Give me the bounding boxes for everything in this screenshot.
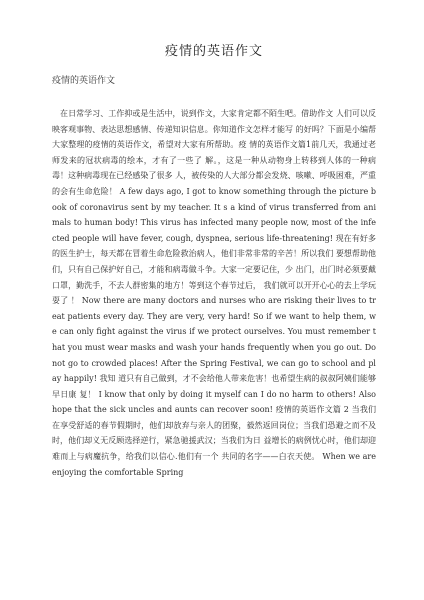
- document-subtitle: 疫情的英语作文: [52, 76, 116, 86]
- document-body-paragraph: [52, 106, 376, 480]
- document-body-text: 在日常学习、工作抑或是生活中，说到作文，大家肯定都不陌生吧。借助作文 人们可以反映客观事物、表达思想感情、传递知识信息。你知道作文怎样才能写 的好吗？下面是小编帮大家整理的疫情的英语作文，希望对大家有所帮助。疫 情的英语作文篇1前几天，我通过老师发来的冠状病毒的绘本，才有了一些了 解。，这是一种从动物身上转移到人体的一种病毒！这种病毒现在已经感染了很多 人，被传染的人大部分都会发烧、咳嗽、呼吸困难，严重的会有生命危险！ A few days ago, I got to know something through the picture book of coronavirus sent by my teacher. It s a kind of virus transferred from animals to human body! This virus has infected many people now, most of the infected people will have fever, cough, dyspnea, serious life-threatening! 现在有好多 的医生护士，每天都在冒着生命危险救治病人，他们非常非常的辛苦！所以我们 要想帮助他们，只有自己保护好自己，才能和病毒做斗争。大家一定要记住，少 出门，出门时必须要戴口罩，勤洗手，不去人群密集的地方！等到这个春节过后， 我们就可以开开心心的去上学玩耍了 ！ Now there are many doctors and nurses who are risking their lives to treat patients every day. They are very, very hard! So if we want to help them, we can only fight against the virus if we protect ourselves. You must remember that you must wear masks and wash your hands frequently when you go out. Do not go to crowded places! After the Spring Festival, we can go to school and play happily! 我知 道只有自己做到，才不会给他人带来危害！也希望生病的叔叔阿姨们能够早日康 复！ I know that only by doing it myself can I do no harm to others! Also hope that the sick uncles and aunts can recover soon! 疫情的英语作文篇 2 当我们在享受舒适的春节假期时，他们却放弃与亲人的团聚，毅然返回岗位；当我们恐避之而不及时，他们却义无反顾选择逆行，紧急驰援武汉；当我们为日 益增长的病例忧心时，他们却迎难而上与病魔抗争，给我们以信心.他们有一个 共同的名字——白衣天使。 When we are enjoying the comfortable Spring: [52, 109, 376, 477]
- document-title: 疫情的英语作文: [164, 44, 263, 59]
